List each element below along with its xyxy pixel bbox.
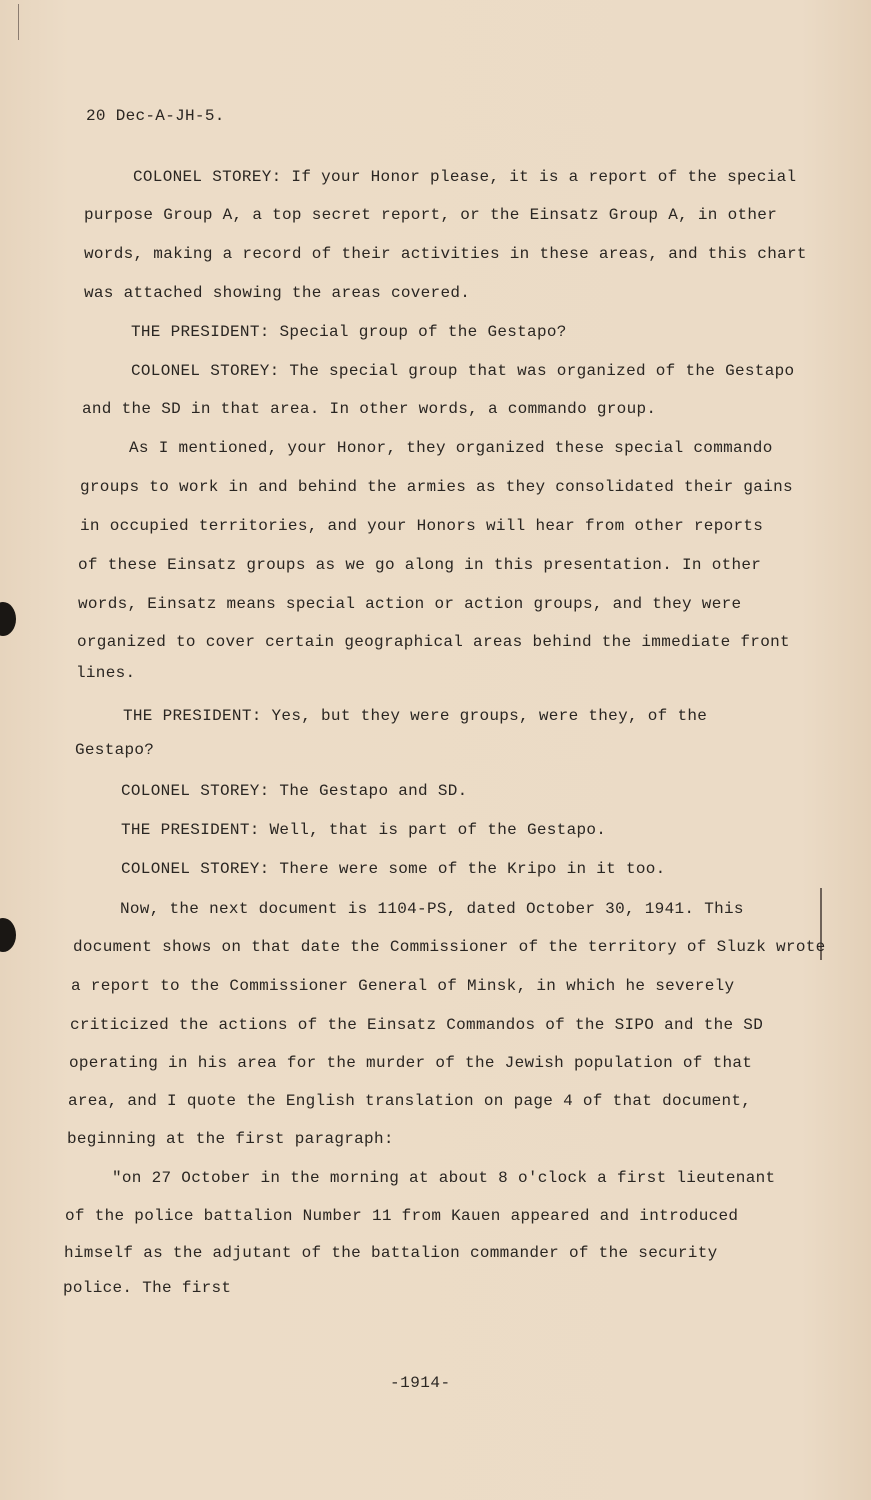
text-line: in occupied territories, and your Honors will hear from other reports bbox=[80, 517, 764, 535]
text-line: COLONEL STOREY: If your Honor please, it is a report of the special bbox=[133, 168, 797, 186]
text-line: criticized the actions of the Einsatz Commandos of the SIPO and the SD bbox=[70, 1016, 764, 1034]
text-line: document shows on that date the Commissioner of the territory of Sluzk wrote bbox=[73, 938, 826, 956]
text-line: words, Einsatz means special action or action groups, and they were bbox=[78, 595, 742, 613]
text-line: groups to work in and behind the armies as they consolidated their gains bbox=[80, 478, 793, 496]
text-line: THE PRESIDENT: Yes, but they were groups, were they, of the bbox=[123, 707, 708, 725]
text-line: area, and I quote the English translation on page 4 of that document, bbox=[68, 1092, 752, 1110]
text-line: COLONEL STOREY: The special group that was organized of the Gestapo bbox=[131, 362, 795, 380]
text-line: was attached showing the areas covered. bbox=[84, 284, 471, 302]
text-line: lines. bbox=[76, 664, 136, 682]
text-line: himself as the adjutant of the battalion commander of the security bbox=[64, 1244, 718, 1262]
text-line: purpose Group A, a top secret report, or the Einsatz Group A, in other bbox=[84, 206, 778, 224]
text-line: operating in his area for the murder of the Jewish population of that bbox=[69, 1054, 753, 1072]
text-line: THE PRESIDENT: Well, that is part of the Gestapo. bbox=[121, 821, 607, 839]
text-line: police. The first bbox=[63, 1279, 232, 1297]
text-line: Now, the next document is 1104-PS, dated October 30, 1941. This bbox=[120, 900, 744, 918]
punch-hole bbox=[0, 918, 16, 952]
text-line: and the SD in that area. In other words, a commando group. bbox=[82, 400, 657, 418]
text-line: words, making a record of their activities in these areas, and this chart bbox=[84, 245, 807, 263]
text-line: COLONEL STOREY: The Gestapo and SD. bbox=[121, 782, 468, 800]
page-number: -1914- bbox=[390, 1374, 451, 1392]
text-line: "on 27 October in the morning at about 8 o'clock a first lieutenant bbox=[112, 1169, 776, 1187]
text-line: beginning at the first paragraph: bbox=[67, 1130, 394, 1148]
text-line: of these Einsatz groups as we go along in this presentation. In other bbox=[78, 556, 762, 574]
text-line: As I mentioned, your Honor, they organized these special commando bbox=[129, 439, 773, 457]
header-ref: 20 Dec-A-JH-5. bbox=[86, 107, 225, 125]
text-line: Gestapo? bbox=[75, 741, 155, 759]
text-line: organized to cover certain geographical areas behind the immediate front bbox=[77, 633, 790, 651]
text-line: a report to the Commissioner General of Minsk, in which he severely bbox=[71, 977, 735, 995]
text-line: THE PRESIDENT: Special group of the Gestapo? bbox=[131, 323, 567, 341]
punch-hole bbox=[0, 602, 16, 636]
text-line: COLONEL STOREY: There were some of the Kripo in it too. bbox=[121, 860, 666, 878]
text-line: of the police battalion Number 11 from Kauen appeared and introduced bbox=[65, 1207, 739, 1225]
edge-mark bbox=[18, 4, 19, 40]
